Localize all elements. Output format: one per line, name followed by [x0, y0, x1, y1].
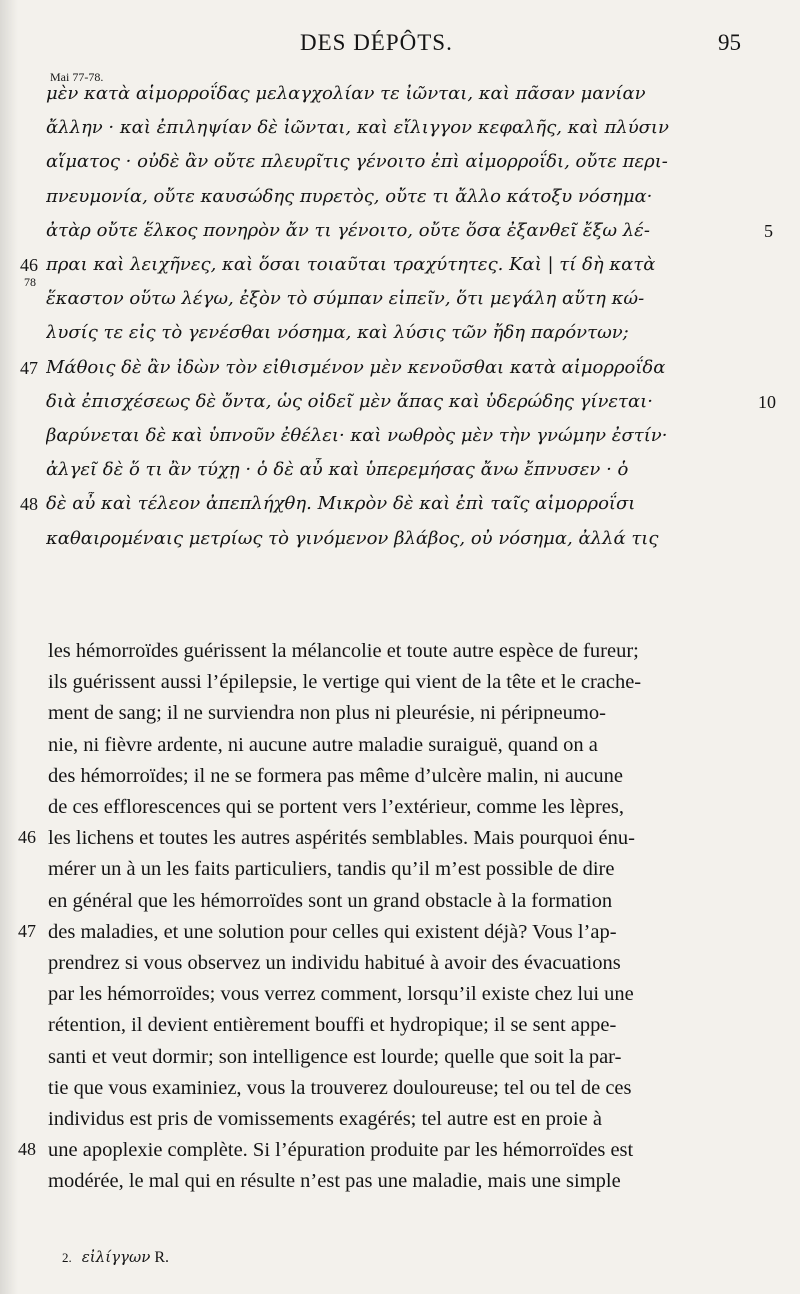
french-line: des hémorroïdes; il ne se formera pas même d’ulcère malin, ni aucune	[48, 764, 623, 787]
page-number: 95	[718, 30, 741, 55]
greek-line: Μάθοις δὲ ἂν ἰδὼν τὸν εἰθισμένον μὲν κενοῦσθαι κατὰ αἱμορροΐδα	[46, 356, 666, 378]
greek-line-count-number: 10	[758, 391, 776, 412]
french-line: ment de sang; il ne surviendra non plus ni pleurésie, ni péripneumo-	[48, 702, 606, 725]
greek-line: βαρύνεται δὲ καὶ ὑπνοῦν ἐθέλει· καὶ νωθρὸς μὲν τὴν γνώμην ἐστίν·	[46, 425, 668, 446]
running-header-title: DES DÉPÔTS.	[300, 30, 453, 55]
french-line: les hémorroïdes guérissent la mélancolie et toute autre espèce de fureur;	[48, 640, 639, 662]
footnote-greek-variant: εἰλίγγων	[81, 1248, 151, 1266]
french-line: mérer un à un les faits particuliers, tandis qu’il m’est possible de dire	[48, 858, 615, 881]
footnote	[62, 1248, 169, 1267]
greek-line: ἕκαστον οὕτω λέγω, ἐξὸν τὸ σύμπαν εἰπεῖν, ὅτι μεγάλη αὕτη κώ-	[46, 288, 645, 310]
french-line: une apoplexie complète. Si l’épuration produite par les hémorroïdes est	[48, 1139, 634, 1162]
french-line: par les hémorroïdes; vous verrez comment, lorsqu’il existe chez lui une	[48, 983, 634, 1006]
greek-line: ἄλλην · καὶ ἐπιληψίαν δὲ ἰῶνται, καὶ εἴλιγγον κεφαλῆς, καὶ πλύσιν	[46, 117, 669, 139]
greek-line: ἀτὰρ οὔτε ἕλκος πονηρὸν ἄν τι γένοιτο, οὔτε ὅσα ἐξανθεῖ ἔξω λέ-	[46, 219, 650, 241]
greek-line: καθαιρομέναις μετρίως τὸ γινόμενον βλάβος, οὐ νόσημα, ἀλλά τις	[46, 527, 659, 549]
french-line: ils guérissent aussi l’épilepsie, le vertige qui vient de la tête et le crache-	[48, 671, 642, 694]
footnote-source: R.	[154, 1249, 170, 1266]
greek-line: πραι καὶ λειχῆνες, καὶ ὅσαι τοιαῦται τραχύτητες. Καὶ | τί δὴ κατὰ	[46, 254, 656, 275]
greek-margin-subnumber: 78	[24, 275, 36, 289]
french-line: individus est pris de vomissements exagérés; tel autre est en proie à	[48, 1108, 602, 1130]
side-note-reference: Mai 77-78.	[50, 70, 104, 84]
footnote-number: 2.	[62, 1250, 72, 1265]
greek-line: αἵματος · οὐδὲ ἂν οὔτε πλευρῖτις γένοιτο ἐπὶ αἱμορροΐδι, οὔτε περι-	[46, 151, 668, 173]
greek-line: πνευμονία, οὔτε καυσώδης πυρετὸς, οὔτε τι ἄλλο κάτοξυ νόσημα·	[46, 185, 653, 207]
greek-margin-number: 48	[20, 494, 38, 515]
french-line: des maladies, et une solution pour celles qui existent déjà? Vous l’ap-	[48, 920, 617, 943]
french-line: modérée, le mal qui en résulte n’est pas une maladie, mais une simple	[48, 1170, 621, 1193]
greek-margin-number: 47	[20, 357, 38, 378]
greek-line: ἀλγεῖ δὲ ὅ τι ἂν τύχῃ · ὁ δὲ αὖ καὶ ὑπερεμήσας ἄνω ἔπνυσεν · ὁ	[46, 459, 629, 481]
french-margin-number: 46	[18, 827, 36, 848]
greek-line: δὲ αὖ καὶ τέλεον ἀπεπλήχθη. Μικρὸν δὲ καὶ ἐπὶ ταῖς αἱμορροΐσι	[46, 493, 636, 515]
french-line: santi et veut dormir; son intelligence est lourde; quelle que soit la par-	[48, 1045, 622, 1068]
french-margin-number: 48	[18, 1139, 36, 1160]
french-line: nie, ni fièvre ardente, ni aucune autre maladie suraiguë, quand on a	[48, 733, 598, 756]
french-margin-number: 47	[18, 920, 36, 941]
greek-line: μὲν κατὰ αἱμορροΐδας μελαγχολίαν τε ἰῶνται, καὶ πᾶσαν μανίαν	[46, 83, 646, 104]
french-line: tie que vous examiniez, vous la trouverez douloureuse; tel ou tel de ces	[48, 1076, 632, 1099]
greek-margin-number: 46	[20, 255, 38, 275]
french-line: en général que les hémorroïdes sont un grand obstacle à la formation	[48, 889, 613, 912]
greek-line: λυσίς τε εἰς τὸ γενέσθαι νόσημα, καὶ λύσις τῶν ἤδη παρόντων;	[46, 322, 629, 344]
greek-line: διὰ ἐπισχέσεως δὲ ὄντα, ὡς οἰδεῖ μὲν ἅπας καὶ ὑδερώδης γίνεται·	[46, 390, 653, 412]
french-line: les lichens et toutes les autres aspérités semblables. Mais pourquoi énu-	[48, 827, 635, 850]
french-line: prendrez si vous observez un individu habitué à avoir des évacuations	[48, 952, 621, 974]
greek-line-count-number: 5	[764, 220, 773, 241]
french-line: de ces efflorescences qui se portent vers l’extérieur, comme les lèpres,	[48, 796, 624, 818]
french-line: rétention, il devient entièrement bouffi et hydropique; il se sent appe-	[48, 1014, 617, 1037]
